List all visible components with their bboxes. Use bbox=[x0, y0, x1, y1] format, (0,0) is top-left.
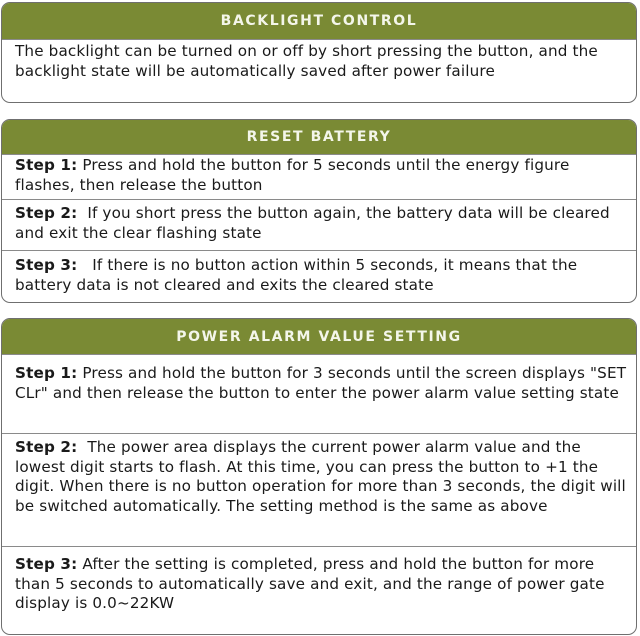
step-text: If there is no button action within 5 seconds, it means that the battery data is not cleared and exits the cleared state bbox=[15, 256, 578, 294]
step-label: Step 1: bbox=[15, 156, 78, 174]
section-header: BACKLIGHT CONTROL bbox=[2, 3, 636, 39]
step-row bbox=[2, 154, 636, 199]
description-text: The backlight can be turned on or off by short pressing the button, and the backlight state will be automatically saved after power failure bbox=[15, 42, 598, 80]
section-backlight-control bbox=[1, 2, 637, 103]
step-label: Step 2: bbox=[15, 204, 78, 222]
step-row bbox=[2, 433, 636, 546]
step-text: The power area displays the current power alarm value and the lowest digit starts to flash. At this time, you can press the button to +1 the digit. When there is no button operation for more than 3 seconds, the digit will be switched automatically. The setting method is the same as above bbox=[15, 438, 626, 515]
step-label: Step 3: bbox=[15, 256, 78, 274]
step-label: Step 2: bbox=[15, 438, 78, 456]
step-row bbox=[2, 250, 636, 302]
description-row bbox=[2, 39, 636, 102]
step-row bbox=[2, 354, 636, 433]
section-reset-battery bbox=[1, 119, 637, 303]
section-header: RESET BATTERY bbox=[2, 120, 636, 154]
step-text: Press and hold the button for 3 seconds until the screen displays "SET CLr" and then release the button to enter the power alarm value setting state bbox=[15, 364, 627, 402]
step-label: Step 1: bbox=[15, 364, 78, 382]
step-text: If you short press the button again, the battery data will be cleared and exit the clear flashing state bbox=[15, 204, 610, 242]
step-text: After the setting is completed, press and hold the button for more than 5 seconds to automatically save and exit, and the range of power gate display is 0.0~22KW bbox=[15, 555, 605, 613]
step-row bbox=[2, 199, 636, 250]
section-power-alarm-value-setting bbox=[1, 318, 637, 635]
step-text: Press and hold the button for 5 seconds until the energy figure flashes, then release the button bbox=[15, 156, 570, 194]
step-label: Step 3: bbox=[15, 555, 78, 573]
step-row bbox=[2, 546, 636, 634]
section-header: POWER ALARM VALUE SETTING bbox=[2, 319, 636, 354]
